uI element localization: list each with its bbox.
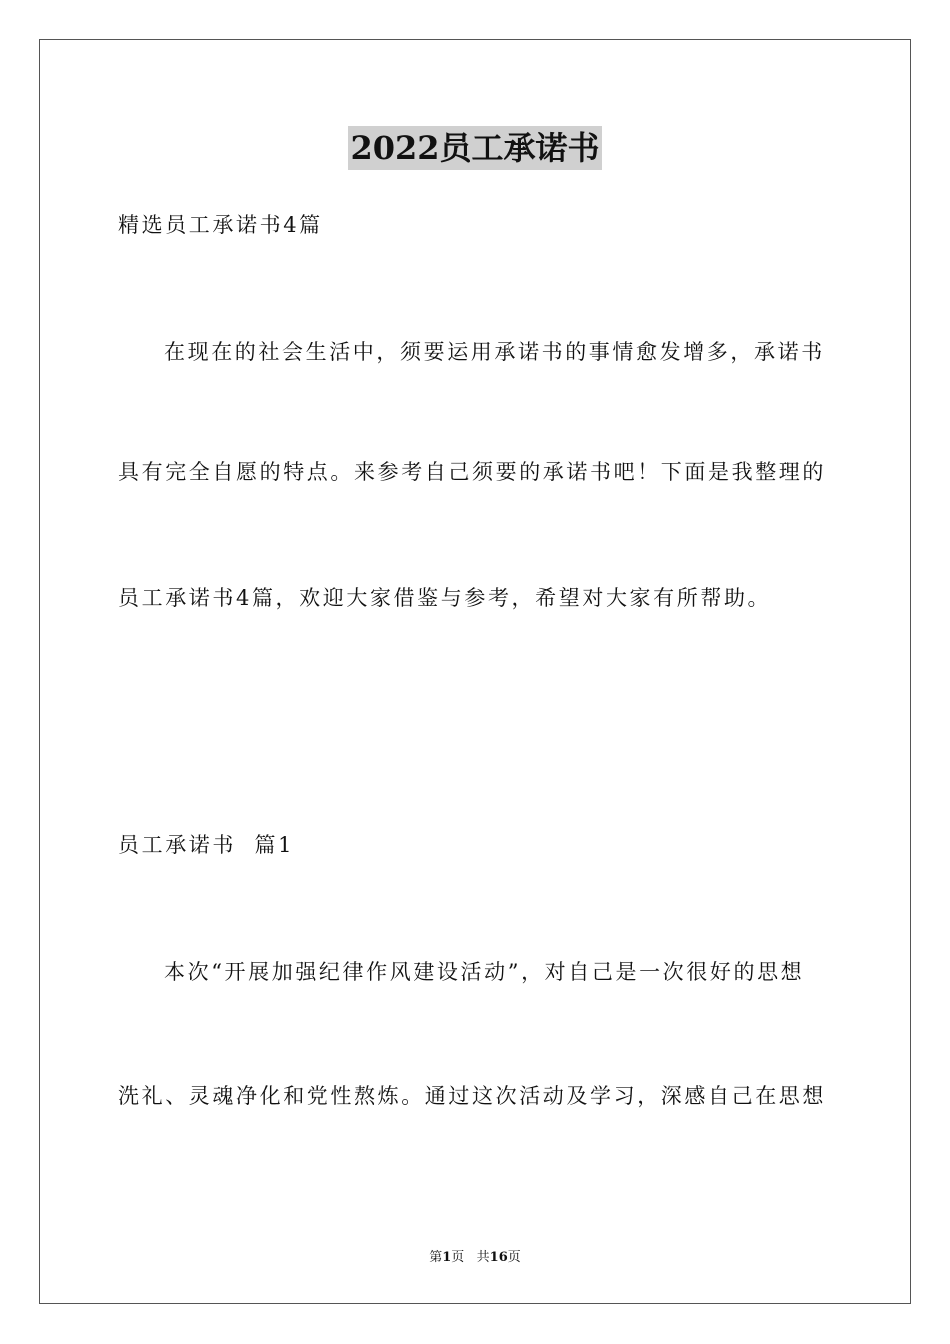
intro-line-3: 员工承诺书4篇，欢迎大家借鉴与参考，希望对大家有所帮助。 bbox=[118, 586, 772, 610]
body-line-2: 洗礼、灵魂净化和党性熬炼。通过这次活动及学习，深感自己在思想 bbox=[118, 1084, 826, 1108]
footer-total-pages: 16 bbox=[489, 1250, 508, 1265]
section-heading: 员工承诺书 篇1 bbox=[118, 833, 295, 857]
title-container bbox=[0, 126, 950, 170]
intro-line-2: 具有完全自愿的特点。来参考自己须要的承诺书吧！下面是我整理的 bbox=[118, 460, 826, 484]
document-subtitle: 精选员工承诺书4篇 bbox=[118, 213, 323, 237]
footer-page-number: 1 bbox=[442, 1250, 452, 1265]
document-title: 2022员工承诺书 bbox=[348, 126, 601, 170]
page-footer bbox=[0, 1246, 950, 1265]
intro-line-1: 在现在的社会生活中，须要运用承诺书的事情愈发增多，承诺书 bbox=[164, 340, 825, 364]
footer-page-mid: 页 共 bbox=[451, 1250, 490, 1265]
footer-page-suffix: 页 bbox=[507, 1250, 521, 1265]
footer-page-prefix: 第 bbox=[429, 1250, 443, 1265]
body-line-1: 本次“开展加强纪律作风建设活动”，对自己是一次很好的思想 bbox=[164, 960, 805, 984]
